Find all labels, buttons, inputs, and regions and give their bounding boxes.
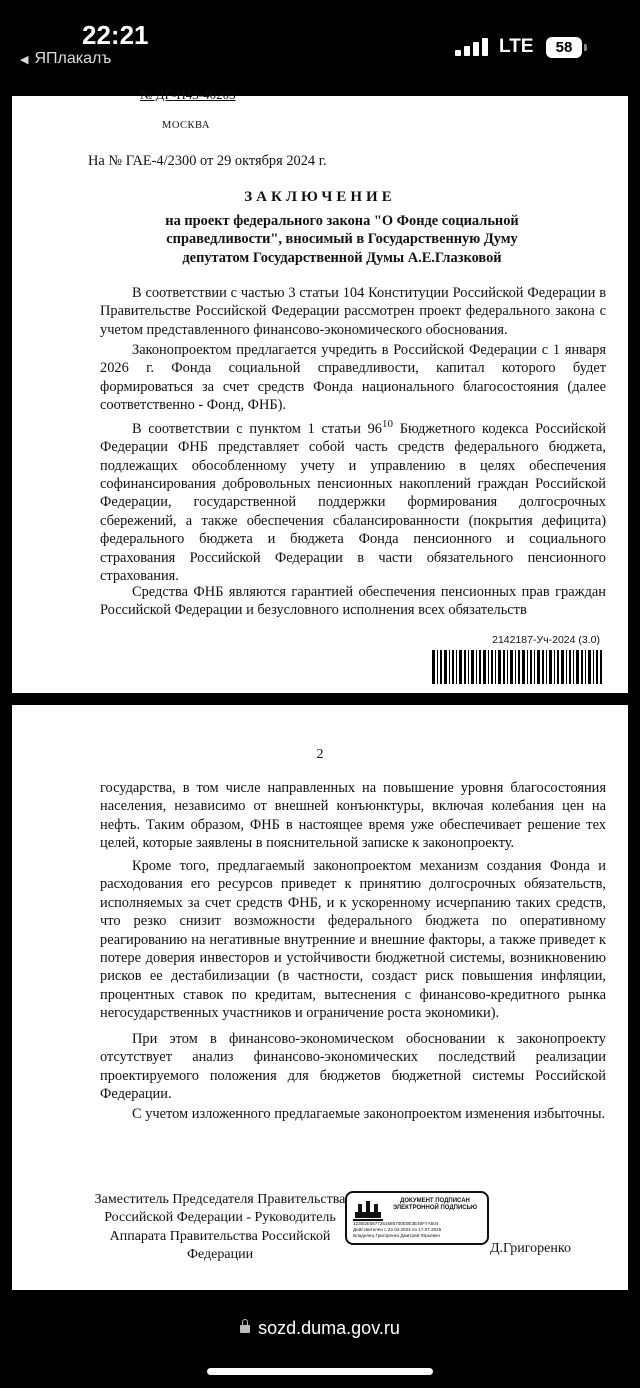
back-arrow-icon: ◀ xyxy=(20,54,29,66)
status-time: 22:21 xyxy=(82,20,149,50)
document-title: ЗАКЛЮЧЕНИЕ xyxy=(244,189,396,205)
barcode-icon xyxy=(432,650,602,684)
document-reference: На № ГАЕ-4/2300 от 29 октября 2024 г. xyxy=(88,153,327,169)
address-bar[interactable] xyxy=(0,1318,640,1339)
battery-icon: 58 xyxy=(546,37,582,58)
electronic-signature-stamp xyxy=(345,1191,489,1245)
lock-icon xyxy=(240,1325,250,1333)
signer-title: Заместитель Председателя Правительства Российской Федерации - Руководитель Аппарата Правительства Российской Федерации xyxy=(94,1192,346,1263)
back-app-label: ЯПлакалъ xyxy=(34,50,112,67)
stamp-owner: Владелец Григоренко Дмитрий Юрьевич xyxy=(353,1233,440,1238)
url-text: sozd.duma.gov.ru xyxy=(258,1318,400,1338)
browser-bottom-bar xyxy=(0,1290,640,1388)
network-type: LTE xyxy=(499,36,534,57)
paragraph-text: Бюджетного кодекса Российской Федерации ФНБ представляет собой часть средств федерального бюджета, подлежащих обособленному учету и управлению в целях обеспечения софинансирования добровольных пенсионных накоплений граждан Российской Федерации, государственной поддержки формирования долгосрочных сбережений, а также обеспечения сбалансированности (покрытия дефицита) федерального бюджета и бюджета Фонда пенсионного и социального страхования Российской Федерации в части обязательного пенсионного страхования. xyxy=(100,420,607,585)
document-number: № ДГ-П43-40203 xyxy=(140,87,236,102)
registration-number: 2142187-Уч-2024 (3.0) xyxy=(492,634,600,646)
home-indicator[interactable] xyxy=(207,1368,433,1375)
document-page-1 xyxy=(12,87,628,693)
stamp-title: ДОКУМЕНТ ПОДПИСАН ЭЛЕКТРОННОЙ ПОДПИСЬЮ xyxy=(392,1198,478,1211)
document-page-2 xyxy=(12,705,628,1290)
paragraph: государства, в том числе направленных на повышение уровня благосостояния населения, независимо от внешней конъюнктуры, включая колебания цен на нефть. Таким образом, ФНБ в настоящее время уже обеспечивает решение тех целей, которые заявлены в пояснительной записке к законопроекту. xyxy=(100,780,606,852)
paragraph: В соответствии с частью 3 статьи 104 Конституции Российской Федерации в Правительстве Российской Федерации рассмотрен проект федерального закона с учетом представленного финансово-экономического обоснования. xyxy=(100,285,606,338)
stamp-validity: Действителен с 23.04.2024 по 17.07.2025 xyxy=(353,1227,442,1232)
paragraph-text: В соответствии с пунктом 1 статьи 96 xyxy=(132,420,382,437)
stamp-serial: 1230DE5877261666700E0E3E40F7A504 xyxy=(353,1221,439,1226)
page-number: 2 xyxy=(316,747,324,762)
status-bar xyxy=(0,0,640,96)
cellular-signal-icon xyxy=(455,38,491,56)
document-subtitle: на проект федерального закона "О Фонде социальной справедливости", вносимый в Государственную Думу депутатом Государственной Думы А.Е.Глазковой xyxy=(165,213,519,266)
paragraph: С учетом изложенного предлагаемые законопроектом изменения избыточны. xyxy=(132,1106,606,1122)
article-superscript: 10 xyxy=(382,418,393,430)
paragraph: Средства ФНБ являются гарантией обеспечения пенсионных прав граждан Российской Федерации и безусловного исполнения всех обязательств xyxy=(100,584,606,619)
signer-name: Д.Григоренко xyxy=(490,1241,571,1256)
paragraph xyxy=(100,415,606,585)
paragraph: Кроме того, предлагаемый законопроектом механизм создания Фонда и расходования его ресурсов приведет к принятию долгосрочных обязательств, исполняемых за счет средств ФНБ, и к ускоренному исчерпанию таких средств, что резко снизит возможности федерального бюджета по оперативному реагированию на негативные внутренние и внешние факторы, а также приведет к потере доверия инвесторов и устойчивости бюджетной системы, возникновению рисков ее дестабилизации (в частности, создаст риск повышения инфляции, процентных ставок по кредитам, вытеснения с финансово-кредитного рынка негосударственных участников и ограничение роста экономики). xyxy=(100,858,606,1022)
paragraph: Законопроектом предлагается учредить в Российской Федерации с 1 января 2026 г. Фонда социальной справедливости, капитал которого будет формироваться за счет средств Фонда национального благосостояния (далее соответственно - Фонд, ФНБ). xyxy=(100,342,606,414)
coat-of-arms-icon xyxy=(353,1198,383,1220)
paragraph: При этом в финансово-экономическом обосновании к законопроекту отсутствует анализ финансово-экономических последствий реализации проектируемого положения для бюджетов бюджетной системы Российской Федерации. xyxy=(100,1031,606,1103)
document-city: МОСКВА xyxy=(162,120,210,131)
back-to-app-link[interactable] xyxy=(20,50,111,68)
